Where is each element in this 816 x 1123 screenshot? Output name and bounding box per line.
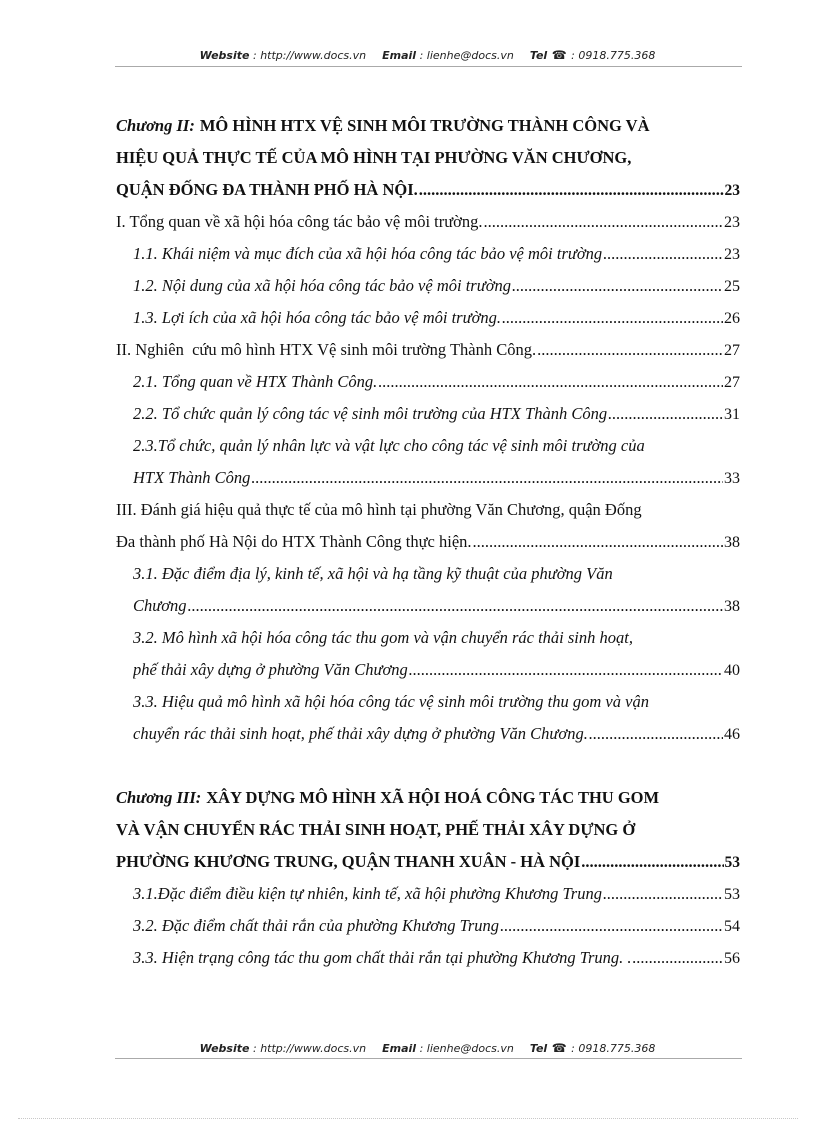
toc-subsection-3-2-line2[interactable]: phế thải xây dựng ở phường Văn Chương ..... 40 — [133, 659, 740, 682]
toc-page-number: 27 — [724, 342, 740, 359]
toc-page-number: 53 — [724, 854, 740, 871]
toc-page-number: 40 — [724, 662, 740, 679]
toc-subsection-2-2[interactable]: 2.2. Tổ chức quản lý công tác vệ sinh môi trường của HTX Thành Công ..... 31 — [133, 403, 740, 426]
toc-page-number: 23 — [724, 214, 740, 231]
footer-rule — [115, 1058, 742, 1059]
toc-page-number: 56 — [724, 950, 740, 967]
toc-page-number: 26 — [724, 310, 740, 327]
footer-website-label: Website — [199, 1042, 250, 1055]
toc-subsection-2-3-line1[interactable]: 2.3.Tổ chức, quản lý nhân lực và vật lực cho công tác vệ sinh môi trường của — [133, 436, 645, 455]
toc-leader — [502, 307, 723, 329]
toc-chapter-3-subsection-2[interactable]: 3.2. Đặc điểm chất thải rắn của phường Khương Trung ..... 54 — [133, 915, 740, 938]
footer-website-url[interactable]: http://www.docs.vn — [260, 1042, 367, 1055]
header-website-label: Website — [199, 49, 250, 62]
toc-page-number: 38 — [724, 534, 740, 551]
toc-subsection-1-1[interactable]: 1.1. Khái niệm và mục đích của xã hội hóa công tác bảo vệ môi trường ..... 23 — [133, 243, 740, 266]
toc-leader — [378, 371, 723, 393]
toc-leader — [512, 275, 723, 297]
header-email-label: Email — [382, 49, 417, 62]
toc-leader — [473, 531, 723, 553]
footer-email-value[interactable]: lienhe@docs.vn — [426, 1042, 514, 1055]
page-header: Website : http://www.docs.vn Email : lienhe@docs.vn Tel ☎ : 0918.775.368 — [199, 48, 656, 62]
toc-subsection-1-3[interactable]: 1.3. Lợi ích của xã hội hóa công tác bảo vệ môi trường. ..... 26 — [133, 307, 740, 330]
header-website-url[interactable]: http://www.docs.vn — [260, 49, 367, 62]
toc-chapter-3-subsection-3[interactable]: 3.3. Hiện trạng công tác thu gom chất thải rắn tại phường Khương Trung. . ..... 56 — [133, 947, 740, 970]
toc-chapter-3-line1[interactable]: Chương III: XÂY DỰNG MÔ HÌNH XÃ HỘI HOÁ CÔNG TÁC THU GOM — [116, 788, 660, 807]
toc-page-number: 54 — [724, 918, 740, 935]
toc-leader — [603, 883, 723, 905]
toc-subsection-1-2[interactable]: 1.2. Nội dung của xã hội hóa công tác bảo vệ môi trường ..... 25 — [133, 275, 740, 298]
footer-email-label: Email — [382, 1042, 417, 1055]
toc-chapter-3-subsection-1[interactable]: 3.1.Đặc điểm điều kiện tự nhiên, kinh tế, xã hội phường Khương Trung ..... 53 — [133, 883, 740, 906]
phone-icon: ☎ — [551, 48, 567, 62]
page-footer: Website : http://www.docs.vn Email : lienhe@docs.vn Tel ☎ : 0918.775.368 — [199, 1041, 656, 1055]
toc-section-2[interactable]: II. Nghiên cứu mô hình HTX Vệ sinh môi trường Thành Công. ..... 27 — [116, 339, 740, 362]
toc-chapter-3-line2[interactable]: VÀ VẬN CHUYỂN RÁC THẢI SINH HOẠT, PHẾ THẢI XÂY DỰNG Ở — [116, 820, 636, 839]
toc-leader — [581, 851, 723, 873]
toc-page-number: 27 — [724, 374, 740, 391]
toc-leader — [419, 179, 724, 201]
toc-leader — [500, 915, 723, 937]
toc-leader — [633, 947, 723, 969]
toc-section-3-line1[interactable]: III. Đánh giá hiệu quả thực tế của mô hình tại phường Văn Chương, quận Đống — [116, 500, 642, 519]
toc-chapter-2-line1[interactable]: Chương II: MÔ HÌNH HTX VỆ SINH MÔI TRƯỜNG THÀNH CÔNG VÀ — [116, 116, 650, 135]
toc-page-number: 46 — [724, 726, 740, 743]
toc-section-1[interactable]: I. Tổng quan về xã hội hóa công tác bảo vệ môi trường. ..... 23 — [116, 211, 740, 234]
toc-page-number: 33 — [724, 470, 740, 487]
toc-leader — [484, 211, 723, 233]
header-email-value[interactable]: lienhe@docs.vn — [426, 49, 514, 62]
header-rule — [115, 66, 742, 67]
phone-icon: ☎ — [551, 1041, 567, 1055]
toc-subsection-2-1[interactable]: 2.1. Tổng quan về HTX Thành Công. ..... 27 — [133, 371, 740, 394]
page-bottom-dotted-border — [18, 1118, 798, 1119]
toc-chapter-2-label: Chương II: — [116, 116, 195, 135]
toc-page-number: 23 — [724, 246, 740, 263]
header-tel-label: Tel — [529, 49, 548, 62]
toc-page-number: 53 — [724, 886, 740, 903]
toc-leader — [603, 243, 723, 265]
toc-subsection-2-3-line2[interactable]: HTX Thành Công ..... 33 — [133, 467, 740, 490]
toc-leader — [188, 595, 723, 617]
toc-leader — [589, 723, 723, 745]
toc-leader — [409, 659, 723, 681]
toc-leader — [537, 339, 723, 361]
toc-chapter-2-line2[interactable]: HIỆU QUẢ THỰC TẾ CỦA MÔ HÌNH TẠI PHƯỜNG VĂN CHƯƠNG, — [116, 148, 632, 167]
toc-subsection-3-1-line2[interactable]: Chương ..... 38 — [133, 595, 740, 618]
toc-subsection-3-2-line1[interactable]: 3.2. Mô hình xã hội hóa công tác thu gom và vận chuyển rác thải sinh hoạt, — [133, 628, 633, 647]
toc-page-number: 31 — [724, 406, 740, 423]
toc-leader — [251, 467, 723, 489]
toc-page-number: 38 — [724, 598, 740, 615]
toc-section-3-line2[interactable]: Đa thành phố Hà Nội do HTX Thành Công thực hiện. ..... 38 — [116, 531, 740, 554]
toc-chapter-3-line3[interactable]: PHƯỜNG KHƯƠNG TRUNG, QUẬN THANH XUÂN - HÀ NỘI ..... 53 — [116, 851, 740, 874]
toc-subsection-3-3-line1[interactable]: 3.3. Hiệu quả mô hình xã hội hóa công tác vệ sinh môi trường thu gom và vận — [133, 692, 649, 711]
footer-tel-value: 0918.775.368 — [578, 1042, 656, 1055]
toc-chapter-3-label: Chương III: — [116, 788, 202, 807]
toc-chapter-2-line3[interactable]: QUẬN ĐỐNG ĐA THÀNH PHỐ HÀ NỘI. ..... 23 — [116, 179, 740, 202]
toc-subsection-3-1-line1[interactable]: 3.1. Đặc điểm địa lý, kinh tế, xã hội và hạ tầng kỹ thuật của phường Văn — [133, 564, 613, 583]
toc-page-number: 23 — [724, 182, 740, 199]
toc-subsection-3-3-line2[interactable]: chuyển rác thải sinh hoạt, phế thải xây dựng ở phường Văn Chương. ..... 46 — [133, 723, 740, 746]
toc-page-number: 25 — [724, 278, 740, 295]
toc-leader — [608, 403, 723, 425]
header-tel-value: 0918.775.368 — [578, 49, 656, 62]
footer-tel-label: Tel — [529, 1042, 548, 1055]
